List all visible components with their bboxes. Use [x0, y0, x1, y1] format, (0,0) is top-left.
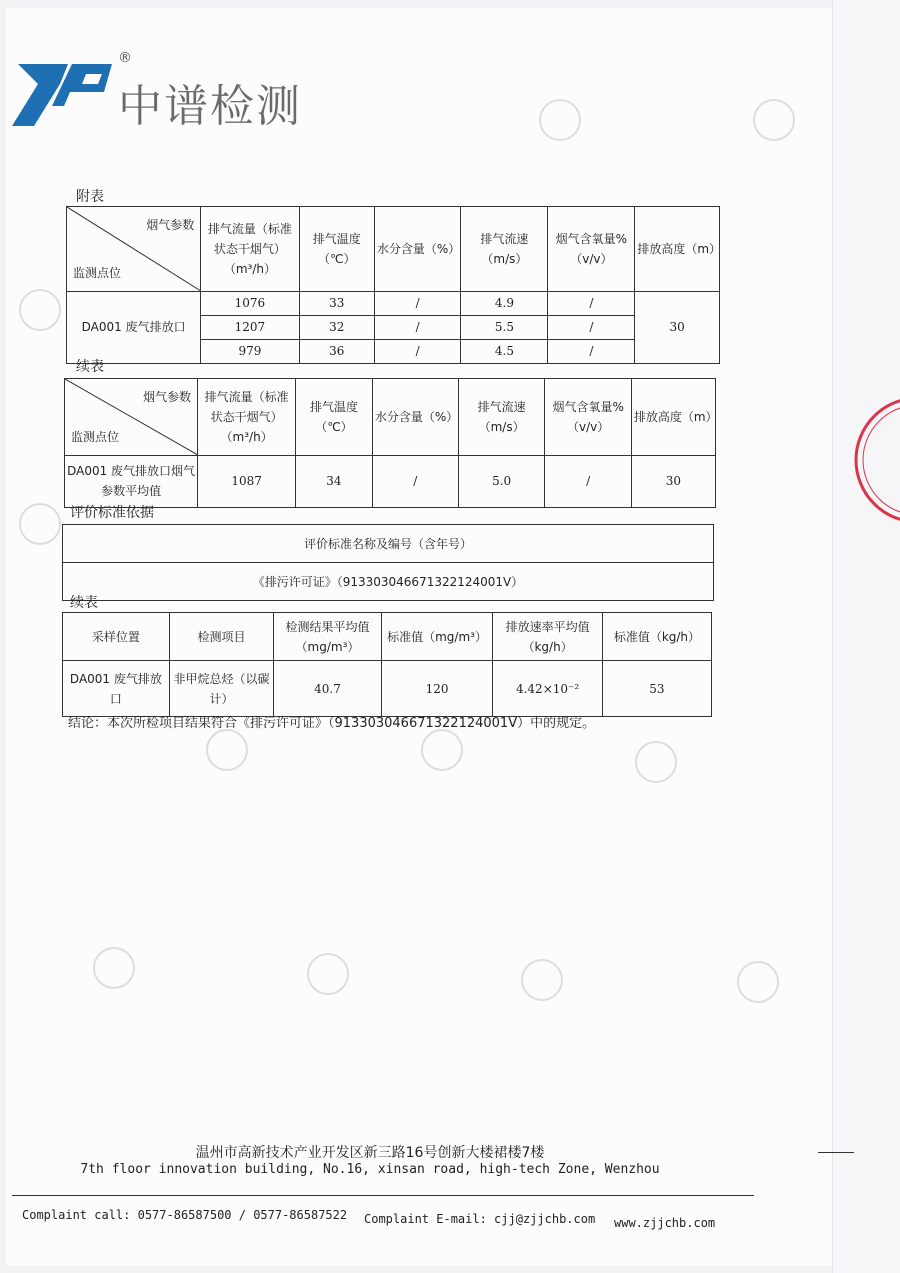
col-header: 排气温度（℃） [296, 379, 373, 456]
table-cell: 1207 [201, 315, 299, 339]
table-cell: 5.5 [461, 315, 548, 339]
brand-name: 中谱检测 [118, 81, 302, 132]
table-cell: 30 [631, 455, 715, 507]
col-header: 排气流量（标准状态干烟气）（m³/h） [198, 379, 296, 456]
table-cell: 33 [299, 291, 374, 315]
table-cell: 36 [299, 339, 374, 363]
section-label-appendix: 附表 [76, 189, 104, 205]
table-cell: 4.5 [461, 339, 548, 363]
website: www.zjjchb.com [614, 1216, 716, 1230]
table-cell: 979 [201, 339, 299, 363]
col-header: 排放高度（m） [631, 379, 715, 456]
table-cell: / [545, 455, 631, 507]
section-label-continued: 续表 [70, 595, 98, 611]
col-header: 排放速率平均值（kg/h） [493, 613, 603, 661]
table-cell: 1087 [198, 455, 296, 507]
standard-value: 《排污许可证》（91330304667132212400​1V） [63, 563, 714, 601]
col-header: 采样位置 [63, 613, 170, 661]
zp-watermark-icon [306, 952, 350, 996]
col-header: 排气流速（m/s） [461, 207, 548, 292]
point-cell: DA001 废气排放口 [67, 291, 201, 363]
diag-bottom-label: 监测点位 [71, 429, 120, 444]
flue-gas-average-table [64, 378, 716, 508]
zp-watermark-icon [538, 98, 582, 142]
table-cell: 40.7 [274, 661, 382, 717]
table-cell: / [548, 291, 635, 315]
complaint-call: Complaint call: 0577-86587500 / 0577-86587522 [22, 1208, 348, 1222]
table-cell: / [374, 315, 461, 339]
table-cell: 53 [602, 661, 711, 717]
diag-top-label: 烟气参数 [143, 390, 192, 404]
table-cell: / [374, 339, 461, 363]
col-header: 排气流速（m/s） [458, 379, 545, 456]
col-header: 标准值（mg/m³） [381, 613, 493, 661]
complaint-email: Complaint E-mail: cjj@zjjchb.com [364, 1212, 596, 1226]
table-cell: / [374, 291, 461, 315]
zp-watermark-icon [752, 98, 796, 142]
col-header: 检测项目 [169, 613, 273, 661]
adjacent-page-edge [832, 0, 900, 1273]
page-edge-rule [818, 1152, 854, 1153]
section-label-continued: 续表 [76, 359, 104, 375]
col-header: 水分含量（%） [372, 379, 458, 456]
results-table [62, 612, 712, 717]
table-cell: DA001 废气排放口 [63, 661, 170, 717]
table-cell: 4.9 [461, 291, 548, 315]
footer-divider [12, 1195, 754, 1196]
table-cell: / [548, 339, 635, 363]
zp-watermark-icon [520, 958, 564, 1002]
zp-watermark-icon [736, 960, 780, 1004]
company-seal-stamp [848, 390, 900, 530]
table-cell: 非甲烷总烃（以碳计） [169, 661, 273, 717]
company-logo [8, 50, 128, 136]
table-cell: 5.0 [458, 455, 545, 507]
table-cell: 32 [299, 315, 374, 339]
col-header: 检测结果平均值（mg/m³） [274, 613, 382, 661]
col-header: 标准值（kg/h） [602, 613, 711, 661]
zp-watermark-icon [420, 728, 464, 772]
col-header: 排放高度（m） [635, 207, 720, 292]
col-header: 水分含量（%） [374, 207, 461, 292]
diag-top-label: 烟气参数 [146, 218, 195, 232]
zp-watermark-icon [92, 946, 136, 990]
table-cell: / [372, 455, 458, 507]
conclusion-text: 结论：本次所检项目结果符合《排污许可证》（913303046671322124001V）中的规定。 [68, 716, 596, 731]
col-header: 烟气含氧量%（v/v） [548, 207, 635, 292]
table-cell: 120 [381, 661, 493, 717]
standard-table [62, 524, 714, 601]
section-label-standard: 评价标准依据 [70, 505, 154, 521]
footer-address-en: 7th floor innovation building, No.16, xinsan road, high-tech Zone, Wenzhou [80, 1162, 660, 1177]
col-header: 排气流量（标准状态干烟气）（m³/h） [201, 207, 299, 292]
zp-watermark-icon [634, 740, 678, 784]
table-cell: 1076 [201, 291, 299, 315]
table-cell: / [548, 315, 635, 339]
col-header: 烟气含氧量%（v/v） [545, 379, 631, 456]
footer-address-cn: 温州市高新技术产业开发区新三路16号创新大楼裙楼7楼 [195, 1145, 545, 1161]
registered-mark: ® [118, 50, 132, 66]
zp-watermark-icon [205, 728, 249, 772]
height-cell: 30 [635, 291, 720, 363]
zp-watermark-icon [18, 502, 62, 546]
diag-bottom-label: 监测点位 [73, 265, 122, 280]
col-header: 排气温度（℃） [299, 207, 374, 292]
flue-gas-table [66, 206, 720, 364]
diagonal-header-cell [67, 207, 201, 292]
table-cell: 34 [296, 455, 373, 507]
zp-watermark-icon [18, 288, 62, 332]
standard-header: 评价标准名称及编号（含年号） [63, 525, 714, 563]
table-cell: 4.42×10⁻² [493, 661, 603, 717]
point-cell: DA001 废气排放口烟气参数平均值 [65, 455, 198, 507]
diagonal-header-cell [65, 379, 198, 456]
